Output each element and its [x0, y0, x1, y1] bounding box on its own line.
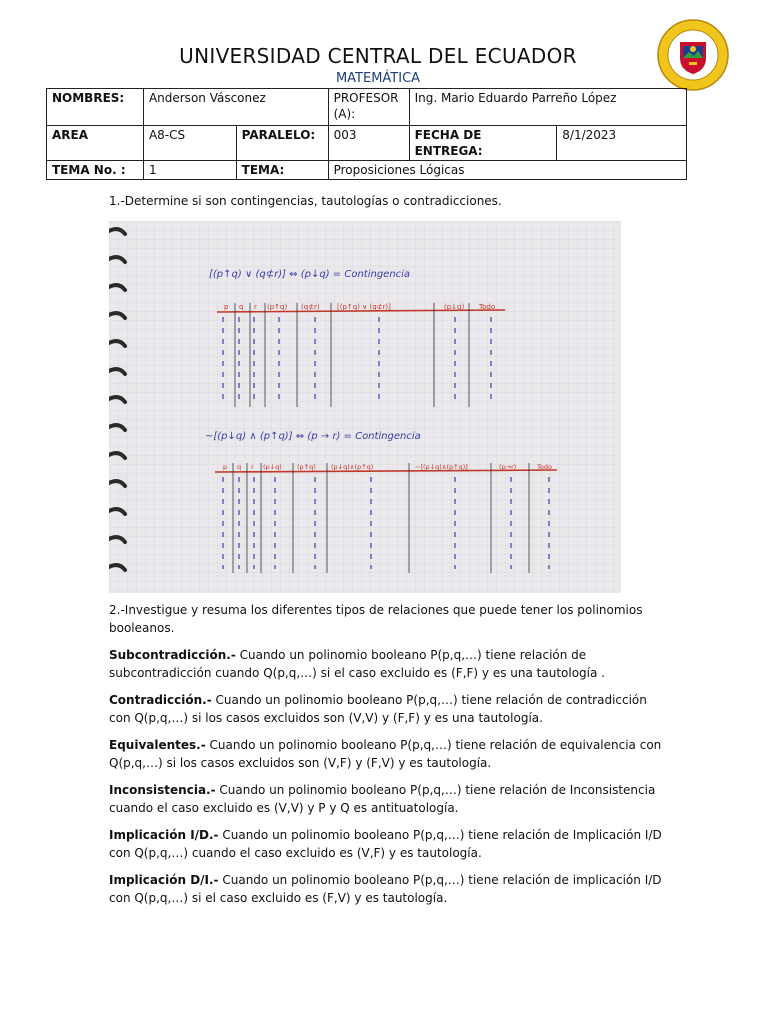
- relation-implicacion-id: [109, 827, 669, 862]
- area-value: A8-CS: [143, 126, 236, 161]
- relation-text: Cuando un polinomio booleano P(p,q,…) tiene relación de contradicción con Q(p,q,…) si los casos excluidos son (V,V) y (F,F) y es una tautología.: [109, 693, 647, 725]
- relation-term: Implicación I/D.-: [109, 828, 219, 842]
- nombres-value: Anderson Vásconez: [143, 89, 328, 126]
- paralelo-value: 003: [328, 126, 409, 161]
- tema-no-label: TEMA No. :: [47, 161, 144, 180]
- info-row-area: [47, 126, 687, 161]
- t1-h-5: [(p↑q) ∨ (q⊄r)]: [337, 303, 391, 311]
- profesor-value: Ing. Mario Eduardo Parreño López: [409, 89, 686, 126]
- answer-section: [109, 602, 669, 917]
- t1-h-7: Todo: [479, 303, 496, 311]
- relation-text: Cuando un polinomio booleano P(p,q,…) tiene relación de Implicación I/D con Q(p,q,…) cuando el caso excluido es (V,F) y es tautología.: [109, 828, 662, 860]
- info-row-tema: [47, 161, 687, 180]
- tema-label: TEMA:: [236, 161, 328, 180]
- nombres-label: NOMBRES:: [47, 89, 144, 126]
- info-table: [46, 88, 687, 180]
- university-title: UNIVERSIDAD CENTRAL DEL ECUADOR: [179, 44, 577, 68]
- t1-h-1: q: [239, 303, 244, 311]
- t1-h-2: r: [254, 303, 257, 311]
- t2-h-6: ~[(p↓q)∧(p↑q)]: [415, 463, 468, 471]
- area-label: AREA: [47, 126, 144, 161]
- subject-title: MATEMÁTICA: [335, 71, 421, 86]
- t1-h-4: (q⊄r): [301, 303, 320, 311]
- t2-h-4: (p↑q): [297, 463, 316, 471]
- relation-text: Cuando un polinomio booleano P(p,q,…) tiene relación de equivalencia con Q(p,q,…) si los casos excluidos son (V,F) y (F,V) y es tautología.: [109, 738, 662, 770]
- t2-h-1: q: [237, 463, 242, 471]
- fecha-value: 8/1/2023: [557, 126, 687, 161]
- relation-equivalentes: [109, 737, 669, 772]
- t1-h-0: p: [224, 303, 229, 311]
- paralelo-label: PARALELO:: [236, 126, 328, 161]
- relation-term: Implicación D/I.-: [109, 873, 219, 887]
- photo-formula-2: ~[(p↓q) ∧ (p↑q)] ⇔ (p → r) = Contingencia: [205, 431, 421, 442]
- profesor-label: PROFESOR (A):: [328, 89, 409, 126]
- t2-h-2: r: [251, 463, 254, 471]
- relation-term: Equivalentes.-: [109, 738, 206, 752]
- notebook-photo: [109, 221, 621, 593]
- t1-h-3: (p↑q): [267, 303, 288, 311]
- t2-h-5: (p↓q)∧(p↑q): [331, 463, 374, 471]
- t2-h-0: p: [223, 463, 228, 471]
- relation-text: Cuando un polinomio booleano P(p,q,…) tiene relación de implicación I/D con Q(p,q,…) si el caso excluido es (F,V) y es tautología.: [109, 873, 662, 905]
- info-row-names: [47, 89, 687, 126]
- relation-text: Cuando un polinomio booleano P(p,q,…) tiene relación de Inconsistencia cuando el caso excluido es (V,V) y P y Q es antituatología.: [109, 783, 656, 815]
- relation-inconsistencia: [109, 782, 669, 817]
- relation-subcontradiccion: [109, 647, 669, 682]
- relation-term: Subcontradicción.-: [109, 648, 236, 662]
- relation-term: Contradicción.-: [109, 693, 212, 707]
- relation-text: Cuando un polinomio booleano P(p,q,…) tiene relación de subcontradicción cuando Q(p,q,…) si el caso excluido es (F,F) y es una tautología .: [109, 648, 605, 680]
- t2-h-7: (p→r): [499, 463, 517, 471]
- t1-h-6: (p↓q): [444, 303, 465, 311]
- photo-formula-1: [(p↑q) ∨ (q⊄r)] ⇔ (p↓q) = Contingencia: [209, 269, 411, 280]
- question-1: 1.-Determine si son contingencias, tautologías o contradicciones.: [109, 194, 502, 208]
- tema-no-value: 1: [143, 161, 236, 180]
- relation-contradiccion: [109, 692, 669, 727]
- question-2: 2.-Investigue y resuma los diferentes tipos de relaciones que puede tener los polinomios booleanos.: [109, 603, 643, 635]
- fecha-label: FECHA DE ENTREGA:: [409, 126, 557, 161]
- t2-h-3: (p↓q): [263, 463, 282, 471]
- relation-implicacion-di: [109, 872, 669, 907]
- tema-value: Proposiciones Lógicas: [328, 161, 686, 180]
- t2-h-8: Todo: [537, 463, 552, 471]
- relation-term: Inconsistencia.-: [109, 783, 216, 797]
